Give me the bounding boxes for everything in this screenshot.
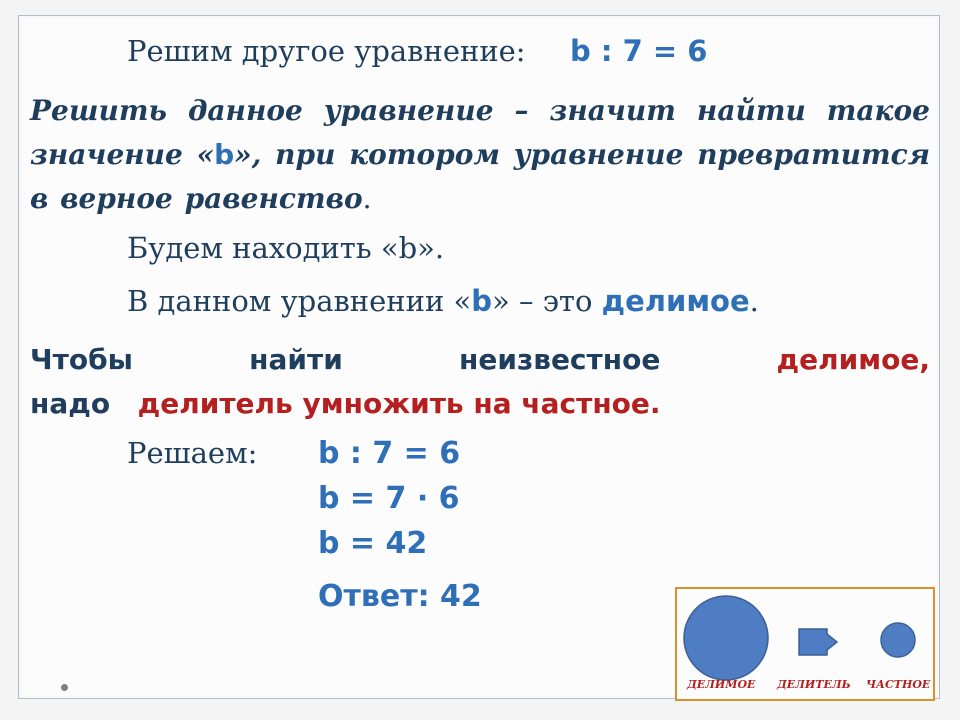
intro-text: Решим другое уравнение: bbox=[127, 34, 526, 68]
legend-label-dividend: ДЕЛИМОЕ bbox=[687, 678, 756, 691]
intro-line bbox=[127, 34, 707, 68]
rule-word-3: неизвестное bbox=[459, 343, 661, 376]
definition-paragraph bbox=[30, 89, 930, 221]
slide-dot-marker bbox=[61, 684, 68, 691]
in-equation-line bbox=[127, 284, 759, 318]
rule-line-2 bbox=[30, 382, 930, 426]
slide-panel bbox=[18, 15, 940, 699]
definition-part1: Решить данное уравнение – значит найти такое значение « bbox=[30, 94, 930, 171]
solution-step-2: b = 7 · 6 bbox=[318, 481, 460, 516]
in-equation-period: . bbox=[749, 284, 759, 318]
solution-step-3: b = 42 bbox=[318, 526, 428, 561]
in-equation-variable: b bbox=[471, 284, 493, 318]
dividend-circle-icon bbox=[684, 596, 768, 680]
definition-period: . bbox=[362, 182, 372, 215]
in-equation-prefix: В данном уравнении « bbox=[127, 284, 472, 318]
divisor-arrow-icon bbox=[799, 629, 837, 655]
definition-variable: b bbox=[214, 138, 235, 171]
in-equation-middle: » – это bbox=[492, 284, 602, 318]
solution-step-1: b : 7 = 6 bbox=[318, 436, 461, 471]
rule-word-1: Чтобы bbox=[30, 343, 133, 376]
quotient-circle-icon bbox=[881, 623, 915, 657]
solve-label: Решаем: bbox=[127, 436, 258, 470]
definition-part2: », при котором уравнение превратится в верное равенство bbox=[30, 138, 931, 215]
solution-answer: Ответ: 42 bbox=[318, 579, 482, 614]
find-line: Будем находить «b». bbox=[127, 231, 445, 265]
rule-word-dividend: делимое, bbox=[776, 343, 930, 376]
rule-line-1 bbox=[30, 338, 930, 382]
legend-label-divisor: ДЕЛИТЕЛЬ bbox=[777, 678, 851, 691]
legend-box bbox=[675, 587, 935, 701]
rule-word-5: надо bbox=[30, 387, 111, 420]
intro-equation: b : 7 = 6 bbox=[570, 34, 708, 68]
in-equation-term: делимое bbox=[601, 284, 750, 318]
rule-action: делитель умножить на частное. bbox=[137, 387, 661, 420]
legend-label-quotient: ЧАСТНОЕ bbox=[866, 678, 931, 691]
rule-word-2: найти bbox=[249, 343, 343, 376]
rule-paragraph bbox=[30, 338, 930, 426]
